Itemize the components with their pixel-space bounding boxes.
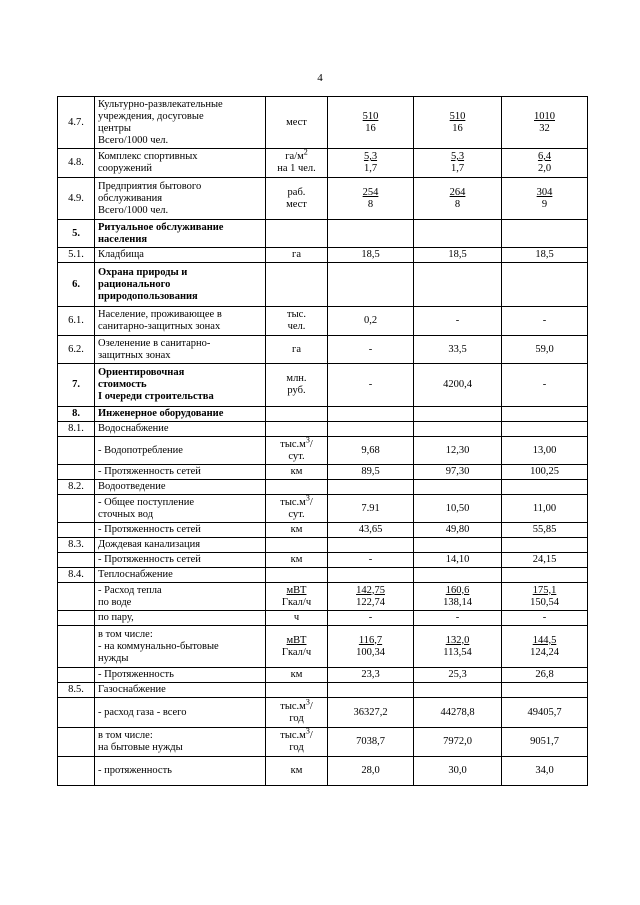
row-unit: мВТ Гкал/ч bbox=[266, 583, 328, 611]
value-cell: 7038,7 bbox=[328, 728, 414, 757]
indicators-table bbox=[57, 96, 588, 786]
row-name: в том числе: на бытовые нужды bbox=[95, 728, 266, 757]
row-unit: га bbox=[266, 248, 328, 263]
value-cell: 144,5 124,24 bbox=[502, 626, 588, 668]
value-cell: 254 8 bbox=[328, 178, 414, 220]
row-name: - Общее поступление сточных вод bbox=[95, 495, 266, 523]
value-cell: 28,0 bbox=[328, 757, 414, 786]
value-cell: - bbox=[414, 307, 502, 336]
row-name: Культурно-развлекательные учреждения, досуговые центры Всего/1000 чел. bbox=[95, 97, 266, 149]
value-cell: 49,80 bbox=[414, 523, 502, 538]
value-cell: 18,5 bbox=[502, 248, 588, 263]
value-cell: 25,3 bbox=[414, 668, 502, 683]
row-name: - Протяженность сетей bbox=[95, 465, 266, 480]
value-cell: 34,0 bbox=[502, 757, 588, 786]
section-row bbox=[58, 407, 588, 422]
section-row bbox=[58, 364, 588, 407]
row-number: 5.1. bbox=[58, 248, 95, 263]
value-cell: 9051,7 bbox=[502, 728, 588, 757]
value-cell: 26,8 bbox=[502, 668, 588, 683]
value-cell: 510 16 bbox=[328, 97, 414, 149]
value-cell: 6,4 2,0 bbox=[502, 149, 588, 178]
row-name: - расход газа - всего bbox=[95, 698, 266, 728]
value-cell: 10,50 bbox=[414, 495, 502, 523]
row-name: по пару, bbox=[95, 611, 266, 626]
value-cell: 12,30 bbox=[414, 437, 502, 465]
section-row bbox=[58, 220, 588, 248]
value-cell: - bbox=[328, 553, 414, 568]
row-number: 6. bbox=[58, 263, 95, 307]
row-unit: км bbox=[266, 668, 328, 683]
value-cell: 132,0 113,54 bbox=[414, 626, 502, 668]
row-name: Озеленение в санитарно- защитных зонах bbox=[95, 336, 266, 364]
value-cell: - bbox=[502, 307, 588, 336]
row-number: 4.7. bbox=[58, 97, 95, 149]
table-row bbox=[58, 583, 588, 611]
table-row bbox=[58, 465, 588, 480]
row-number: 4.9. bbox=[58, 178, 95, 220]
value-cell: 510 16 bbox=[414, 97, 502, 149]
value-cell: 264 8 bbox=[414, 178, 502, 220]
row-unit: $тыс.м^3/$ год bbox=[266, 698, 328, 728]
table-row bbox=[58, 437, 588, 465]
table-row bbox=[58, 307, 588, 336]
row-name: Комплекс спортивных сооружений bbox=[95, 149, 266, 178]
value-cell: 142,75 122,74 bbox=[328, 583, 414, 611]
value-cell: 89,5 bbox=[328, 465, 414, 480]
table-row bbox=[58, 149, 588, 178]
table-row bbox=[58, 728, 588, 757]
row-unit: мВТ Гкал/ч bbox=[266, 626, 328, 668]
value-cell: 0,2 bbox=[328, 307, 414, 336]
row-name: Ориентировочная стоимость I очереди строительства bbox=[95, 364, 266, 407]
value-cell: 59,0 bbox=[502, 336, 588, 364]
value-cell: 23,3 bbox=[328, 668, 414, 683]
row-number: 8.2. bbox=[58, 480, 95, 495]
value-cell: 9,68 bbox=[328, 437, 414, 465]
table-row bbox=[58, 668, 588, 683]
row-unit: км bbox=[266, 465, 328, 480]
row-name: Предприятия бытового обслуживания Всего/1000 чел. bbox=[95, 178, 266, 220]
row-name: Охрана природы и рационального природопользования bbox=[95, 263, 266, 307]
table-row bbox=[58, 538, 588, 553]
row-name: - Протяженность сетей bbox=[95, 523, 266, 538]
table-row bbox=[58, 683, 588, 698]
row-number: 8.3. bbox=[58, 538, 95, 553]
value-cell: - bbox=[414, 611, 502, 626]
row-number: 8.4. bbox=[58, 568, 95, 583]
row-number: 4.8. bbox=[58, 149, 95, 178]
section-row bbox=[58, 263, 588, 307]
row-unit: тыс. чел. bbox=[266, 307, 328, 336]
value-cell: - bbox=[502, 611, 588, 626]
value-cell: 11,00 bbox=[502, 495, 588, 523]
row-unit: мест bbox=[266, 97, 328, 149]
table-row bbox=[58, 336, 588, 364]
value-cell: 116,7 100,34 bbox=[328, 626, 414, 668]
row-unit: км bbox=[266, 523, 328, 538]
row-name: - протяженность bbox=[95, 757, 266, 786]
row-name: Население, проживающее в санитарно-защитных зонах bbox=[95, 307, 266, 336]
row-number: 6.1. bbox=[58, 307, 95, 336]
row-name: - Протяженность сетей bbox=[95, 553, 266, 568]
value-cell: 304 9 bbox=[502, 178, 588, 220]
value-cell: 30,0 bbox=[414, 757, 502, 786]
table-row bbox=[58, 248, 588, 263]
row-name: Водоснабжение bbox=[95, 422, 266, 437]
row-number: 8. bbox=[58, 407, 95, 422]
value-cell: 5,3 1,7 bbox=[414, 149, 502, 178]
value-cell: 36327,2 bbox=[328, 698, 414, 728]
value-cell: - bbox=[328, 364, 414, 407]
row-name: Кладбища bbox=[95, 248, 266, 263]
table-row bbox=[58, 178, 588, 220]
value-cell: 43,65 bbox=[328, 523, 414, 538]
value-cell: 100,25 bbox=[502, 465, 588, 480]
value-cell: 7.91 bbox=[328, 495, 414, 523]
value-cell: 55,85 bbox=[502, 523, 588, 538]
row-unit: ч bbox=[266, 611, 328, 626]
table-row bbox=[58, 757, 588, 786]
row-unit: $тыс.м^3/$ сут. bbox=[266, 495, 328, 523]
value-cell: 1010 32 bbox=[502, 97, 588, 149]
row-number: 5. bbox=[58, 220, 95, 248]
value-cell: - bbox=[328, 336, 414, 364]
row-number: 6.2. bbox=[58, 336, 95, 364]
table-row bbox=[58, 626, 588, 668]
row-number: 8.5. bbox=[58, 683, 95, 698]
table-row bbox=[58, 523, 588, 538]
row-unit: га bbox=[266, 336, 328, 364]
value-cell: 5,3 1,7 bbox=[328, 149, 414, 178]
value-cell: 14,10 bbox=[414, 553, 502, 568]
value-cell: 7972,0 bbox=[414, 728, 502, 757]
row-number: 8.1. bbox=[58, 422, 95, 437]
row-unit: млн. руб. bbox=[266, 364, 328, 407]
row-name: - Протяженность bbox=[95, 668, 266, 683]
value-cell: 97,30 bbox=[414, 465, 502, 480]
value-cell: 160,6 138,14 bbox=[414, 583, 502, 611]
table-row bbox=[58, 480, 588, 495]
value-cell: 13,00 bbox=[502, 437, 588, 465]
table-row bbox=[58, 611, 588, 626]
row-unit: раб. мест bbox=[266, 178, 328, 220]
value-cell: - bbox=[328, 611, 414, 626]
page-number: 4 bbox=[317, 72, 323, 84]
row-number: 7. bbox=[58, 364, 95, 407]
value-cell: 33,5 bbox=[414, 336, 502, 364]
row-name: Ритуальное обслуживание населения bbox=[95, 220, 266, 248]
value-cell: 4200,4 bbox=[414, 364, 502, 407]
table-row bbox=[58, 97, 588, 149]
row-name: - Водопотребление bbox=[95, 437, 266, 465]
row-name: Дождевая канализация bbox=[95, 538, 266, 553]
table-row bbox=[58, 553, 588, 568]
value-cell: 175,1 150,54 bbox=[502, 583, 588, 611]
row-unit: км bbox=[266, 757, 328, 786]
row-name: - Расход тепла по воде bbox=[95, 583, 266, 611]
row-unit: $тыс.м^3/$ год bbox=[266, 728, 328, 757]
value-cell: 49405,7 bbox=[502, 698, 588, 728]
row-name: Теплоснабжение bbox=[95, 568, 266, 583]
row-name: Газоснабжение bbox=[95, 683, 266, 698]
row-unit: $тыс.м^3/$ сут. bbox=[266, 437, 328, 465]
table-row bbox=[58, 422, 588, 437]
table-row bbox=[58, 495, 588, 523]
row-name: Водоотведение bbox=[95, 480, 266, 495]
value-cell: 24,15 bbox=[502, 553, 588, 568]
value-cell: 18,5 bbox=[328, 248, 414, 263]
value-cell: 44278,8 bbox=[414, 698, 502, 728]
row-unit: $га/м^2$ на 1 чел. bbox=[266, 149, 328, 178]
row-name: Инженерное оборудование bbox=[95, 407, 266, 422]
value-cell: - bbox=[502, 364, 588, 407]
table-row bbox=[58, 568, 588, 583]
row-name: в том числе: - на коммунально-бытовые нужды bbox=[95, 626, 266, 668]
value-cell: 18,5 bbox=[414, 248, 502, 263]
row-unit: км bbox=[266, 553, 328, 568]
table-row bbox=[58, 698, 588, 728]
